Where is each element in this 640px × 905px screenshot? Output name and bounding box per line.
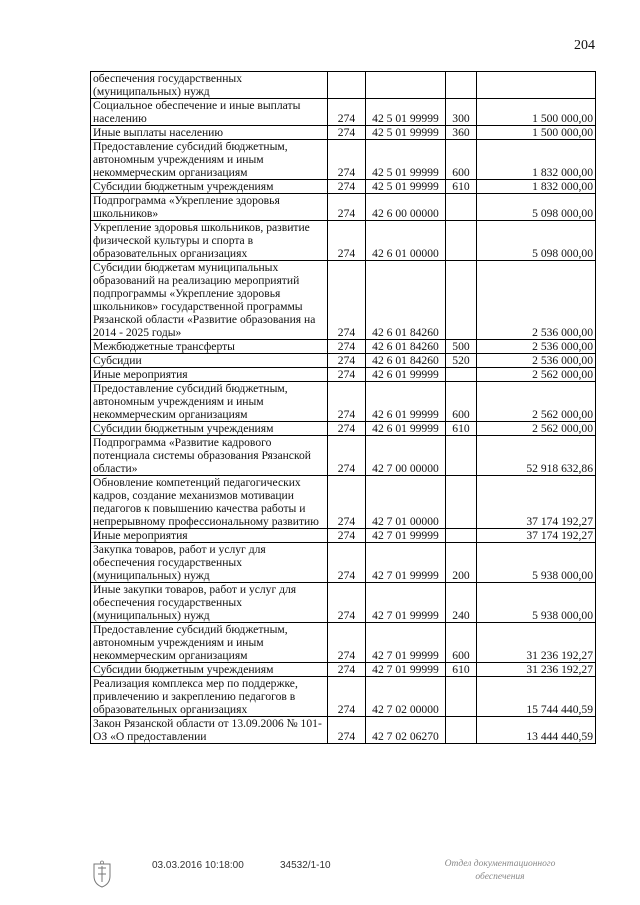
cell-name: Закупка товаров, работ и услуг для обеспечения государственных (муниципальных) нужд [91,543,328,583]
cell-amount: 1 832 000,00 [477,180,596,194]
cell-admin-code: 274 [328,583,366,623]
cell-target-article: 42 5 01 99999 [366,99,446,126]
cell-name: Иные мероприятия [91,529,328,543]
cell-expense-type [446,529,477,543]
stamp-line-2: обеспечения [475,872,525,882]
cell-expense-type [446,717,477,744]
cell-amount: 1 500 000,00 [477,99,596,126]
table-row [91,422,596,436]
cell-target-article: 42 6 00 00000 [366,194,446,221]
cell-expense-type [446,194,477,221]
cell-name: Субсидии бюджетным учреждениям [91,422,328,436]
cell-amount: 52 918 632,86 [477,436,596,476]
table-row [91,529,596,543]
cell-expense-type: 610 [446,663,477,677]
cell-amount: 31 236 192,27 [477,623,596,663]
cell-name: Подпрограмма «Укрепление здоровья школьников» [91,194,328,221]
cell-admin-code: 274 [328,340,366,354]
cell-name: Реализация комплекса мер по поддержке, привлечению и закреплению педагогов в образовательных организациях [91,677,328,717]
cell-amount: 5 098 000,00 [477,221,596,261]
table-row [91,194,596,221]
cell-target-article [366,72,446,99]
cell-amount: 2 562 000,00 [477,382,596,422]
cell-name: Обновление компетенций педагогических кадров, создание механизмов мотивации педагогов к повышению качества работы и непрерывному профессиональному развитию [91,476,328,529]
cell-expense-type: 600 [446,140,477,180]
cell-target-article: 42 7 01 99999 [366,543,446,583]
department-stamp [420,858,580,884]
cell-name: Субсидии бюджетам муниципальных образований на реализацию мероприятий подпрограммы «Укрепление здоровья школьников» государственной программы Рязанской области «Развитие образования на 2014 - 2025 годы» [91,261,328,340]
table-row [91,99,596,126]
table-row [91,382,596,422]
cell-admin-code: 274 [328,140,366,180]
cell-admin-code: 274 [328,677,366,717]
cell-expense-type: 360 [446,126,477,140]
table-row [91,354,596,368]
cell-name: Иные закупки товаров, работ и услуг для обеспечения государственных (муниципальных) нужд [91,583,328,623]
cell-name: Закон Рязанской области от 13.09.2006 № 101-ОЗ «О предоставлении [91,717,328,744]
cell-name: Социальное обеспечение и иные выплаты населению [91,99,328,126]
cell-admin-code: 274 [328,180,366,194]
cell-amount: 2 536 000,00 [477,354,596,368]
cell-target-article: 42 6 01 00000 [366,221,446,261]
table-row [91,663,596,677]
cell-name: Предоставление субсидий бюджетным, автономным учреждениям и иным некоммерческим организациям [91,140,328,180]
cell-name: Подпрограмма «Развитие кадрового потенциала системы образования Рязанской области» [91,436,328,476]
table-row [91,221,596,261]
cell-name: обеспечения государственных (муниципальных) нужд [91,72,328,99]
cell-expense-type: 610 [446,422,477,436]
cell-admin-code: 274 [328,126,366,140]
table-row [91,677,596,717]
cell-expense-type: 500 [446,340,477,354]
table-row [91,436,596,476]
cell-expense-type [446,368,477,382]
cell-admin-code: 274 [328,261,366,340]
cell-admin-code: 274 [328,368,366,382]
cell-admin-code: 274 [328,436,366,476]
cell-expense-type: 300 [446,99,477,126]
cell-target-article: 42 5 01 99999 [366,126,446,140]
table-row [91,368,596,382]
cell-target-article: 42 7 01 99999 [366,623,446,663]
cell-admin-code: 274 [328,623,366,663]
cell-amount: 2 536 000,00 [477,340,596,354]
cell-target-article: 42 6 01 84260 [366,261,446,340]
table-row [91,140,596,180]
cell-amount: 2 536 000,00 [477,261,596,340]
cell-amount: 5 098 000,00 [477,194,596,221]
cell-amount: 31 236 192,27 [477,663,596,677]
cell-amount: 13 444 440,59 [477,717,596,744]
cell-target-article: 42 7 00 00000 [366,436,446,476]
cell-expense-type: 600 [446,623,477,663]
table-row [91,583,596,623]
cell-amount: 5 938 000,00 [477,583,596,623]
table-row [91,543,596,583]
cell-expense-type: 600 [446,382,477,422]
table-row [91,717,596,744]
cell-expense-type [446,72,477,99]
cell-name: Укрепление здоровья школьников, развитие физической культуры и спорта в образовательных организациях [91,221,328,261]
table-row [91,180,596,194]
footer-doc-number: 34532/1-10 [280,860,331,871]
cell-target-article: 42 6 01 84260 [366,340,446,354]
cell-admin-code: 274 [328,476,366,529]
table-row [91,126,596,140]
table-row [91,340,596,354]
cell-expense-type: 200 [446,543,477,583]
cell-amount: 37 174 192,27 [477,476,596,529]
cell-admin-code: 274 [328,543,366,583]
cell-admin-code: 274 [328,99,366,126]
cell-amount: 1 500 000,00 [477,126,596,140]
cell-name: Иные мероприятия [91,368,328,382]
table-row [91,476,596,529]
cell-name: Субсидии бюджетным учреждениям [91,180,328,194]
cell-target-article: 42 7 01 99999 [366,529,446,543]
cell-amount: 2 562 000,00 [477,422,596,436]
cell-expense-type [446,677,477,717]
cell-target-article: 42 7 02 00000 [366,677,446,717]
cell-target-article: 42 6 01 99999 [366,368,446,382]
cell-target-article: 42 7 01 00000 [366,476,446,529]
page-footer [0,858,640,898]
table-row [91,261,596,340]
cell-expense-type: 520 [446,354,477,368]
cell-target-article: 42 6 01 99999 [366,382,446,422]
cell-expense-type: 240 [446,583,477,623]
cell-admin-code: 274 [328,422,366,436]
cell-name: Предоставление субсидий бюджетным, автономным учреждениям и иным некоммерческим организациям [91,382,328,422]
budget-table [90,71,596,744]
cell-expense-type: 610 [446,180,477,194]
cell-amount: 37 174 192,27 [477,529,596,543]
cell-amount: 2 562 000,00 [477,368,596,382]
cell-expense-type [446,261,477,340]
cell-admin-code: 274 [328,194,366,221]
cell-admin-code: 274 [328,717,366,744]
cell-amount [477,72,596,99]
cell-amount: 15 744 440,59 [477,677,596,717]
cell-admin-code [328,72,366,99]
cell-expense-type [446,476,477,529]
stamp-line-1: Отдел документационного [444,859,556,869]
cell-admin-code: 274 [328,354,366,368]
table-row [91,623,596,663]
cell-target-article: 42 7 01 99999 [366,663,446,677]
budget-table-body [91,72,596,744]
cell-expense-type [446,436,477,476]
cell-admin-code: 274 [328,529,366,543]
cell-admin-code: 274 [328,663,366,677]
cell-target-article: 42 7 01 99999 [366,583,446,623]
cell-name: Предоставление субсидий бюджетным, автономным учреждениям и иным некоммерческим организациям [91,623,328,663]
page-number: 204 [574,38,595,53]
footer-date: 03.03.2016 10:18:00 [152,860,244,871]
cell-target-article: 42 5 01 99999 [366,180,446,194]
cell-name: Субсидии бюджетным учреждениям [91,663,328,677]
cell-target-article: 42 6 01 84260 [366,354,446,368]
cell-target-article: 42 7 02 06270 [366,717,446,744]
cell-target-article: 42 6 01 99999 [366,422,446,436]
cell-target-article: 42 5 01 99999 [366,140,446,180]
cell-name: Иные выплаты населению [91,126,328,140]
cell-expense-type [446,221,477,261]
cell-admin-code: 274 [328,382,366,422]
cell-admin-code: 274 [328,221,366,261]
table-row [91,72,596,99]
cell-name: Межбюджетные трансферты [91,340,328,354]
cell-amount: 5 938 000,00 [477,543,596,583]
cell-amount: 1 832 000,00 [477,140,596,180]
cell-name: Субсидии [91,354,328,368]
